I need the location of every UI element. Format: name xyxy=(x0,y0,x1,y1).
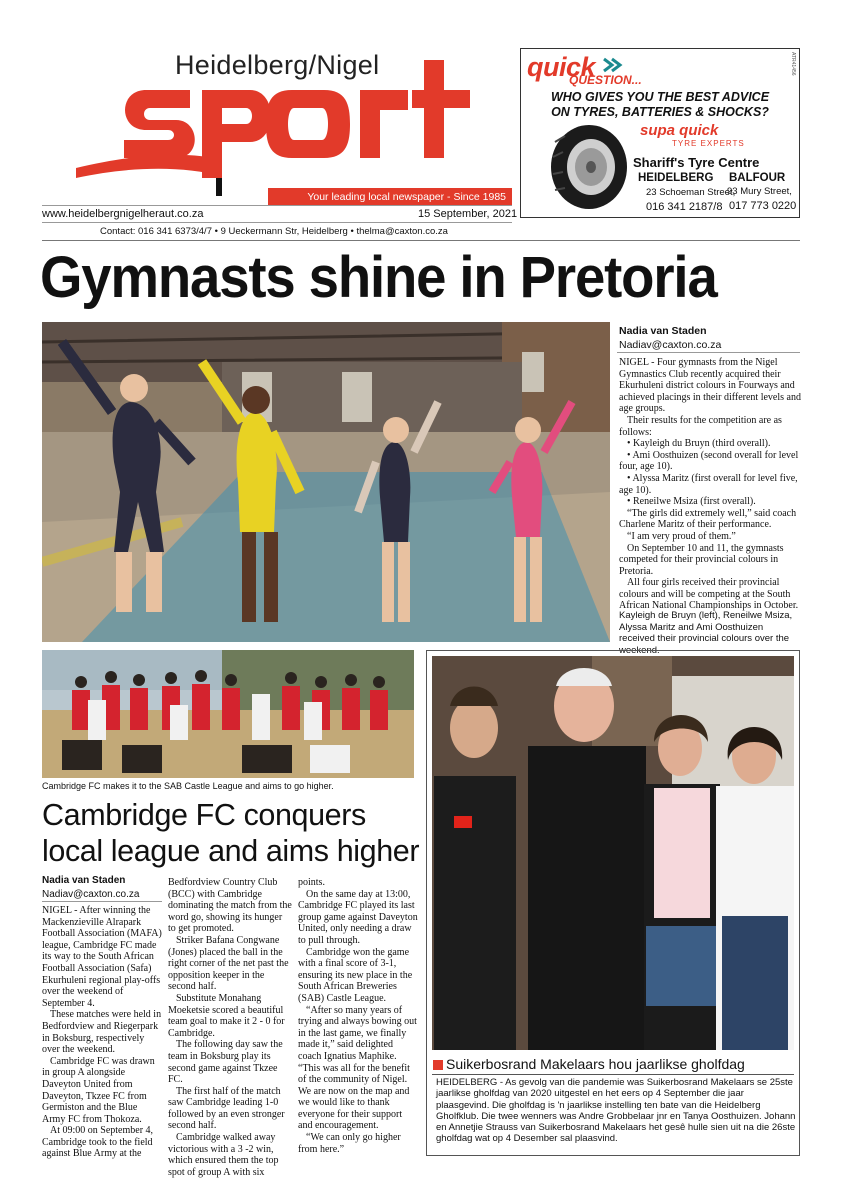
masthead-rule xyxy=(42,205,512,206)
story1-paragraph: • Ami Oosthuizen (second overall for level four, age 10). xyxy=(619,449,799,473)
story2-paragraph: Cambridge walked away victorious with a 3 -2 win, which ensured them the top spot of group A with six xyxy=(168,1132,279,1178)
story2-paragraph: On the same day at 13:00, Cambridge FC played its last group game against Daveyton United, only needing a draw to pull through. xyxy=(298,888,418,946)
story2-paragraph: “We can only go higher from here.” xyxy=(298,1132,401,1155)
story1-paragraph: • Kayleigh du Bruyn (third overall). xyxy=(627,438,771,450)
ad-reference: ATR41456 xyxy=(790,52,796,76)
chevron-logo-icon xyxy=(600,57,630,73)
story2-paragraph: NIGEL - After winning the Mackenzieville Alrapark Football Association (MAFA) league, Cambridge FC made its way to the South African Football Association (Safa) Ekurhuleni regional play-offs over the weekend of September 4. xyxy=(42,905,162,1009)
story2-email[interactable]: Nadiav@caxton.co.za xyxy=(42,889,140,900)
story1-paragraph: • Alyssa Maritz (first overall for level five, age 10). xyxy=(619,472,798,496)
gholfdag-marker-icon xyxy=(433,1060,443,1070)
story1-paragraph: Their results for the competition are as follows: xyxy=(619,414,782,438)
story1-paragraph: • Reneilwe Msiza (first overall). xyxy=(627,496,756,508)
story2-photo-caption: Cambridge FC makes it to the SAB Castle League and aims to go higher. xyxy=(42,781,334,791)
gholfdag-photo[interactable] xyxy=(432,656,794,1050)
ad-branch-heidelberg: HEIDELBERG xyxy=(638,172,714,184)
story1-email[interactable]: Nadiav@caxton.co.za xyxy=(619,339,722,351)
story2-headline-line-1: Cambridge FC conquers xyxy=(42,798,366,832)
story2-paragraph: At 09:00 on September 4, Cambridge took to the field against Blue Army at the xyxy=(42,1125,154,1160)
masthead-contact: Contact: 016 341 6373/4/7 • 9 Ueckermann Str, Heidelberg • thelma@caxton.co.za xyxy=(100,226,448,237)
story1-body xyxy=(619,357,801,612)
ad-tel-heidelberg: 016 341 2187/8 xyxy=(646,201,723,213)
ad-tyre-experts: TYRE EXPERTS xyxy=(672,139,745,148)
story1-paragraph: On September 10 and 11, the gymnasts competed for their provincial colours in Pretoria. xyxy=(619,542,784,577)
story2-byline-rule xyxy=(42,901,162,902)
story2-paragraph: Bedfordview Country Club (BCC) with Cambridge dominating the match from the word go, showing its hunger to get promoted. xyxy=(168,877,292,935)
story2-paragraph: Cambridge FC was drawn in group A alongside Daveyton United from Daveyton, Tkzee FC from Germiston and the Blue Army FC from Thokoza. xyxy=(42,1055,155,1125)
ad-branch-balfour: BALFOUR xyxy=(729,172,786,184)
gholfdag-body: HEIDELBERG - As gevolg van die pandemie was Suikerbosrand Makelaars se 25ste jaarlikse gholfdag van 2020 uitgestel en het eers op 4 September die jaar plaasgevind. Die gholfdag is 'n jaarlikse instelling ten bate van die Heidelberg Gholfklub. Die twee wenners was Andre Grobbelaar jnr en Tanya Oosthuizen. Johann en Annetjie Strauss van Suikerbosrand Makelaars het gesê hulle sien uit na die 26ste gholfdag wat op 4 Desember sal plaasvind. xyxy=(436,1077,796,1145)
story2-paragraph: The first half of the match saw Cambridge leading 1-0 followed by an even stronger second half. xyxy=(168,1085,285,1132)
story1-paragraph: NIGEL - Four gymnasts from the Nigel Gymnastics Club recently acquired their Ekurhuleni district colours in Fourways and achieved placings in their different levels and age groups. xyxy=(619,357,801,415)
story1-paragraph: “I am very proud of them.” xyxy=(627,530,736,542)
main-headline: Gymnasts shine in Pretoria xyxy=(40,245,717,310)
tyre-image xyxy=(545,122,629,212)
story2-paragraph: Cambridge won the game with a final score of 3-1, ensuring its new place in the South African Breweries (SAB) Castle League. xyxy=(298,946,413,1004)
header-rule xyxy=(42,240,800,241)
gymnasts-photo[interactable] xyxy=(42,322,610,642)
story2-column-1 xyxy=(42,905,162,1160)
publication-date: 15 September, 2021 xyxy=(418,208,518,220)
ad-centre-name: Shariff's Tyre Centre xyxy=(633,155,760,170)
masthead-tagline: Your leading local newspaper - Since 1985 xyxy=(268,188,512,206)
masthead-region: Heidelberg/Nigel xyxy=(175,50,380,80)
story1-byline-rule xyxy=(617,352,800,353)
story1-photo-caption: Kayleigh de Bruyn (left), Reneilwe Msiza, Alyssa Maritz and Ami Oosthuizen received their provincial colours over the weekend. xyxy=(619,610,793,656)
ad-quick-logo: quick xyxy=(527,52,596,82)
ad-address-balfour: 93 Mury Street, xyxy=(727,186,792,197)
cambridge-fc-photo[interactable] xyxy=(42,650,414,778)
story2-paragraph: “After so many years of trying and always bowing out in the last game, we finally made it,” said delighted coach Ignatius Maphike. “This was all for the benefit of the community of Nigel. We are now on the map and we would like to thank everyone for their support and encouragement. xyxy=(298,1004,417,1132)
story2-paragraph: Substitute Monahang Moeketsie scored a beautiful team goal to make it 2 - 0 for Cambridge. xyxy=(168,992,285,1039)
masthead-website[interactable]: www.heidelbergnigelheraut.co.za xyxy=(42,208,204,220)
story2-column-3 xyxy=(298,877,418,1155)
story2-column-2 xyxy=(168,877,292,1178)
story2-author: Nadia van Staden xyxy=(42,875,126,886)
ad-line-1: WHO GIVES YOU THE BEST ADVICE xyxy=(550,90,770,104)
gholfdag-title: Suikerbosrand Makelaars hou jaarlikse gholfdag xyxy=(446,1056,745,1072)
story1-author: Nadia van Staden xyxy=(619,325,707,337)
story2-headline xyxy=(42,797,432,869)
ad-supa-quick-logo: supa quick xyxy=(640,122,719,139)
story2-paragraph: Striker Bafana Congwane (Jones) placed the ball in the right corner of the net past the opposition keeper in the second half. xyxy=(168,934,289,993)
story1-paragraph: All four girls received their provincial colours and will be competing at the South African National Championships in October. xyxy=(619,577,799,612)
story2-paragraph: The following day saw the team in Boksburg play its second game against Tkzee FC. xyxy=(168,1039,283,1086)
ad-address-heidelberg: 23 Schoeman Street, xyxy=(646,187,736,198)
story2-headline-line-2: local league and aims higher xyxy=(42,834,420,868)
ad-tel-balfour: 017 773 0220 xyxy=(729,200,797,212)
masthead-rule-2 xyxy=(42,222,512,223)
story1-paragraph: “The girls did extremely well,” said coach Charlene Maritz of their performance. xyxy=(619,507,797,531)
story2-paragraph: These matches were held in Bedfordview and Riegerpark in Boksburg, respectively over the weekend. xyxy=(42,1009,162,1056)
ad-question: QUESTION... xyxy=(569,73,642,87)
story2-paragraph: points. xyxy=(298,877,325,888)
ad-line-2: ON TYRES, BATTERIES & SHOCKS? xyxy=(551,105,769,119)
gholfdag-rule xyxy=(432,1074,794,1075)
